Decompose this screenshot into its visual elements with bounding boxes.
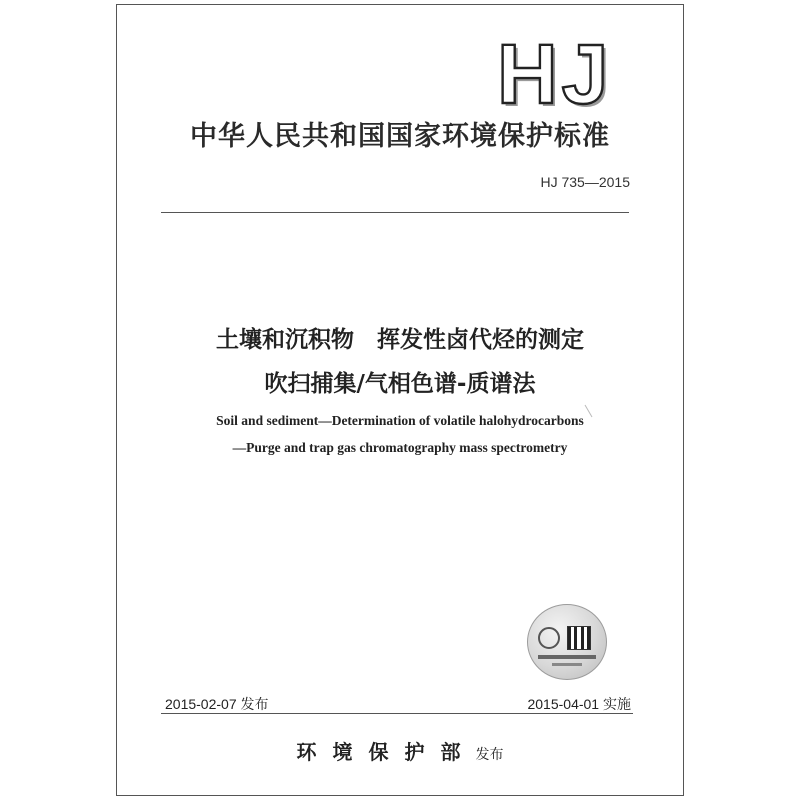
english-title-line-2: —Purge and trap gas chromatography mass spectrometry (232, 440, 568, 455)
publisher-line (0, 736, 800, 765)
seal-caption-bar (552, 663, 582, 666)
hologram-seal-icon (527, 604, 607, 680)
chinese-title-line-2: 吹扫捕集/气相色谱-质谱法 (264, 371, 536, 397)
publisher-name: 环境保护部 (296, 740, 477, 764)
footer-divider (161, 713, 633, 714)
english-title-line-1: Soil and sediment—Determination of volatile halohydrocarbons (216, 413, 584, 428)
seal-serial-bar (538, 655, 596, 659)
qr-code-icon (568, 627, 590, 649)
issuing-authority-title: 中华人民共和国国家环境保护标准 (190, 121, 610, 152)
publisher-suffix: 发布 (475, 747, 504, 763)
chinese-title-line-1: 土壤和沉积物 挥发性卤代烃的测定 (216, 327, 584, 353)
standard-number: HJ 735—2015 (540, 174, 630, 190)
seal-emblem (538, 627, 560, 649)
implementation-date: 2015-04-01 实施 (527, 696, 631, 712)
header-divider (161, 212, 629, 213)
issue-date: 2015-02-07 发布 (165, 696, 269, 712)
hj-logo: HJ (497, 27, 613, 121)
